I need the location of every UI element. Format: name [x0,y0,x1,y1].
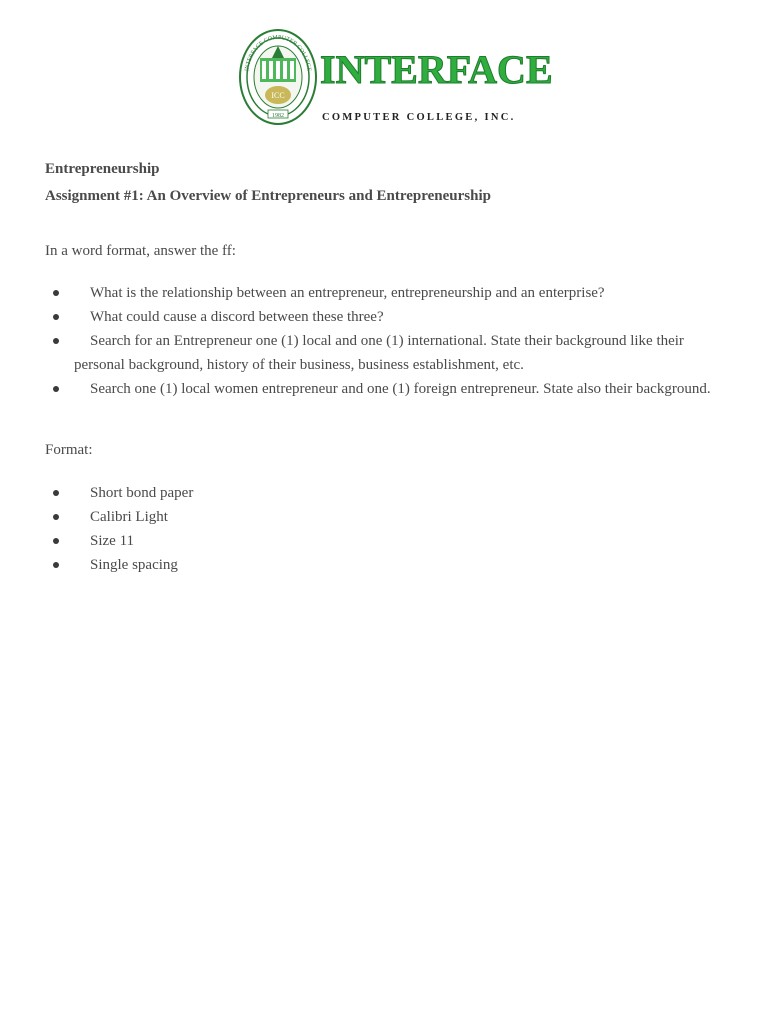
question-text: Search one (1) local women entrepreneur and one (1) foreign entrepreneur. State also their background. [90,381,711,397]
format-item-text: Calibri Light [90,509,168,525]
format-item-text: Single spacing [90,557,178,573]
bullet-icon [53,490,59,496]
bullet-icon [53,386,59,392]
format-item-text: Size 11 [90,533,135,549]
college-seal-icon [238,28,318,126]
college-wordmark: INTERFACE [320,47,553,92]
list-item [45,377,715,401]
list-item [45,481,715,505]
assignment-heading: Assignment #1: An Overview of Entrepreneurs and Entrepreneurship [45,188,491,204]
format-item-text: Short bond paper [90,485,194,501]
bullet-icon [53,514,59,520]
document-title: Entrepreneurship [45,161,160,177]
college-subtitle: COMPUTER COLLEGE, INC. [322,112,516,123]
list-item [45,529,715,553]
list-item [45,281,715,305]
format-list [45,481,715,577]
question-text: Search for an Entrepreneur one (1) local and one (1) international. State their background like their personal background, history of their business, business establishment, etc. [74,333,684,373]
svg-text:1982: 1982 [272,113,284,119]
bullet-icon [53,314,59,320]
list-item [45,329,715,377]
bullet-icon [53,538,59,544]
bullet-icon [53,562,59,568]
format-label: Format: [45,442,93,458]
instruction-text: In a word format, answer the ff: [45,243,236,259]
svg-text:INTERFACE COMPUTER COLLEGE: INTERFACE COMPUTER COLLEGE [244,34,312,72]
questions-list [45,281,715,401]
svg-text:ICC: ICC [271,91,285,100]
bullet-icon [53,290,59,296]
question-text: What could cause a discord between these three? [90,309,384,325]
list-item [45,505,715,529]
bullet-icon [53,338,59,344]
list-item [45,553,715,577]
college-logo [238,28,553,128]
question-text: What is the relationship between an entrepreneur, entrepreneurship and an enterprise? [90,285,605,301]
list-item [45,305,715,329]
